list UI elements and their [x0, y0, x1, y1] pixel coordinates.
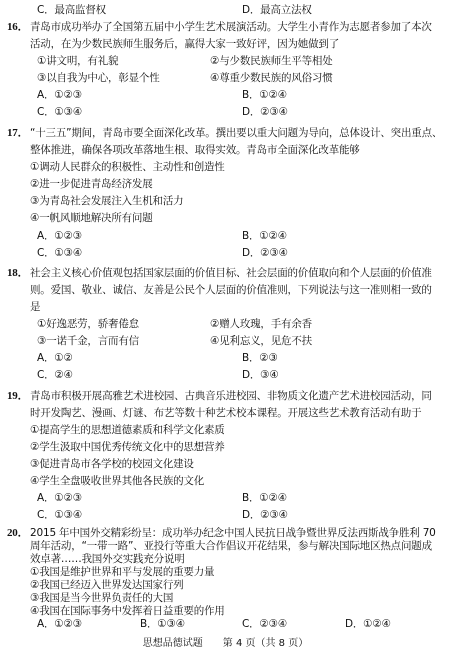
q18-item-1: ①好逸恶劳，骄奢倦怠: [37, 318, 139, 330]
q18-option-d: D．③④: [242, 369, 279, 381]
q19-item-4: ④学生全盘吸收世界其他各民族的文化: [30, 475, 205, 487]
q20-number: 20．: [7, 527, 29, 539]
q18-number: 18．: [7, 267, 29, 279]
q20-stem-line2: 周年活动，“一带一路”、亚投行等重大合作倡议开花结果，参与解决国际地区热点问题成: [30, 540, 432, 552]
q20-item-1: ①我国是维护世界和平与发展的重要力量: [30, 566, 215, 578]
q18-item-2: ②赠人玫瑰，手有余香: [210, 318, 312, 330]
q20-item-2: ②我国已经迈入世界发达国家行列: [30, 579, 184, 591]
q18-option-b: B．②③: [242, 352, 278, 364]
q18-item-3: ③一诺千金，言而有信: [37, 335, 139, 347]
q16-item-4: ④尊重少数民族的风俗习惯: [210, 72, 333, 84]
q16-stem-line2: 活动，在为少数民族师生服务后，赢得大家一致好评，因为她做到了: [30, 38, 339, 50]
q20-stem-line1: 2015 年中国外交精彩纷呈：成功举办纪念中国人民抗日战争暨世界反法西斯战争胜利 70: [30, 527, 436, 539]
q19-item-3: ③促进青岛市各学校的校园文化建设: [30, 458, 194, 470]
q16-item-2: ②与少数民族师生平等相处: [210, 55, 333, 67]
q17-option-b: B．①②④: [242, 230, 287, 242]
q17-item-4: ④一帆风顺地解决所有问题: [30, 212, 153, 224]
q17-item-1: ①调动人民群众的积极性、主动性和创造性: [30, 161, 225, 173]
q16-number: 16．: [7, 21, 29, 33]
q20-item-3: ③我国是当今世界负责任的大国: [30, 592, 174, 604]
q18-option-a: A．①②: [37, 352, 73, 364]
q16-stem-line1: 青岛市成功举办了全国第五届中小学生艺术展演活动。大学生小青作为志愿者参加了本次: [30, 21, 432, 33]
q19-number: 19．: [7, 390, 29, 402]
q19-item-2: ②学生汲取中国优秀传统文化中的思想营养: [30, 441, 225, 453]
q19-option-c: C．①③④: [37, 509, 83, 521]
q17-item-2: ②进一步促进青岛经济发展: [30, 178, 153, 190]
q19-stem-line1: 青岛市积极开展高雅艺术进校园、古典音乐进校园、非物质文化遗产艺术进校园活动，同: [30, 390, 432, 402]
q20-option-b: B．①③④: [140, 618, 185, 630]
q19-option-d: D．②③④: [242, 509, 288, 521]
q20-option-c: C．②③④: [242, 618, 288, 630]
q16-option-b: B．①②④: [242, 89, 287, 101]
q19-item-1: ①提高学生的思想道德素质和科学文化素质: [30, 424, 225, 436]
q16-option-c: C．①③④: [37, 106, 83, 118]
q20-item-4: ④我国在国际事务中发挥着日益重要的作用: [30, 605, 225, 617]
q19-option-a: A．①②③: [37, 492, 82, 504]
q17-option-d: D．②③④: [242, 247, 288, 259]
q18-item-4: ④见利忘义，见危不扶: [210, 335, 312, 347]
q16-option-a: A．①②③: [37, 89, 82, 101]
q17-number: 17．: [7, 127, 29, 139]
q17-stem-line2: 整体推进，确保各项改革落地生根、取得实效。青岛市全面深化改革能够: [30, 144, 360, 156]
q15-option-d: D．最高立法权: [242, 4, 312, 16]
q20-option-d: D．①②④: [345, 618, 391, 630]
q18-stem-line2: 则。爱国、敬业、诚信、友善是公民个人层面的价值准则，下列说法与这一准则相一致的: [30, 284, 432, 296]
q19-stem-line2: 时开发陶艺、漫画、灯谜、布艺等数十种艺术校本课程。开展这些艺术教育活动有助于: [30, 407, 422, 419]
q16-option-d: D．②③④: [242, 106, 288, 118]
q16-item-1: ①讲文明，有礼貌: [37, 55, 119, 67]
q20-stem-line3: 效卓著……我国外交实践充分说明: [30, 553, 185, 565]
q17-stem-line1: “十三五”期间，青岛市要全面深化改革。撰出要以重大问题为导向，总体设计、突出重点、: [30, 127, 443, 139]
q16-item-3: ③以自我为中心，彰显个性: [37, 72, 160, 84]
q19-option-b: B．①②④: [242, 492, 287, 504]
q18-stem-line3: 是: [30, 301, 41, 313]
q18-stem-line1: 社会主义核心价值观包括国家层面的价值目标、社会层面的价值取向和个人层面的价值准: [30, 267, 432, 279]
page-footer: 思想品德试题 第 4 页（共 8 页）: [142, 638, 309, 649]
q15-option-c: C．最高监督权: [37, 4, 106, 16]
q17-item-3: ③为青岛社会发展注入生机和活力: [30, 195, 184, 207]
q17-option-c: C．①③④: [37, 247, 83, 259]
q17-option-a: A．①②③: [37, 230, 82, 242]
q18-option-c: C．②④: [37, 369, 73, 381]
q20-option-a: A．①②③: [37, 618, 82, 630]
